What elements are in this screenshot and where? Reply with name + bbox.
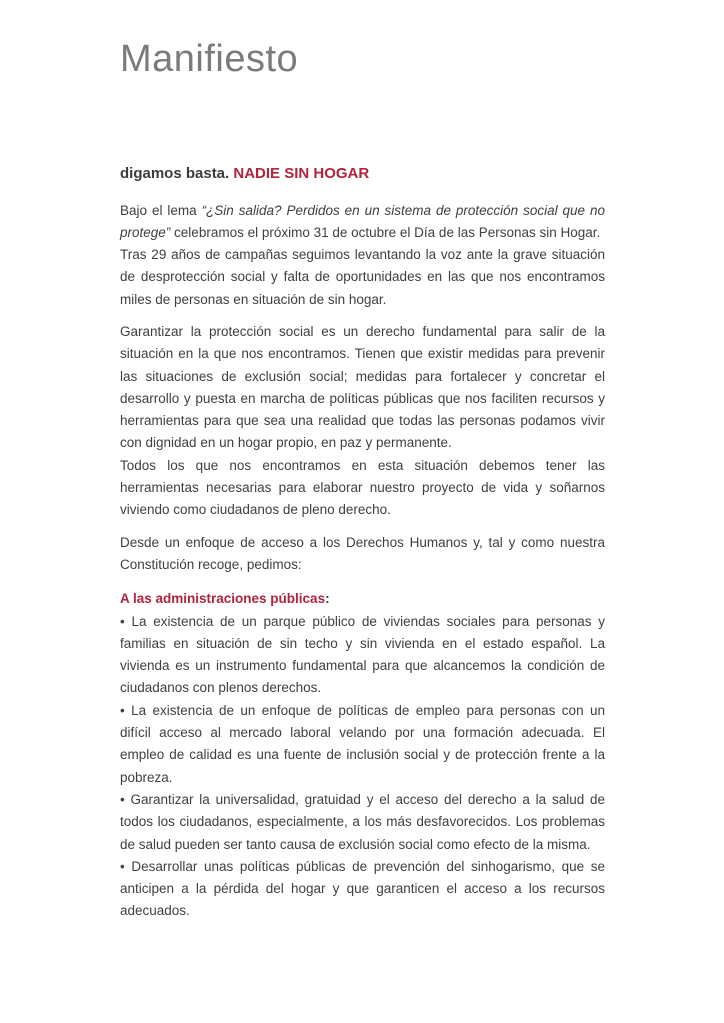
protection-paragraph: Garantizar la protección social es un derecho fundamental para salir de la situación en la que nos encontramos. Tienen que existir medidas para prevenir las situaciones de exclusión social; medidas para fortalecer y concretar el desarrollo y puesta en marcha de políticas públicas que nos faciliten recursos y herramientas para que sea una realidad que todas las personas podamos vivir con dignidad en un hogar propio, en paz y permanente. [120,323,605,451]
demand-item-prevention: • Desarrollar unas políticas públicas de prevención del sinhogarismo, que se anticipen a la pérdida del hogar y que garanticen el acceso a los recursos adecuados. [120,858,605,919]
rights-paragraph: Desde un enfoque de acceso a los Derechos Humanos y, tal y como nuestra Constitución recoge, pedimos: [120,534,605,572]
subtitle [120,164,605,184]
rights-block [120,532,605,577]
intro-lead-suffix: celebramos el próximo 31 de octubre el Día de las Personas sin Hogar. [170,224,601,240]
demands-heading [120,588,605,610]
demands-heading-text: A las administraciones públicas [120,591,326,607]
intro-lead-paragraph [120,200,605,245]
demand-item-health: • Garantizar la universalidad, gratuidad y el acceso del derecho a la salud de todos los ciudadanos, especialmente, a los más desfavorecidos. Los problemas de salud pueden ser tanto causa de exclusión social como efecto de la misma. [120,791,605,852]
subtitle-bold-text: digamos basta. [120,164,230,182]
demands-heading-colon: : [325,591,330,607]
demand-item-housing: • La existencia de un parque público de viviendas sociales para personas y familias en situación de sin techo y sin vivienda en el estado español. La vivienda es un instrumento fundamental para que alcancemos la condición de ciudadanos con plenos derechos. [120,613,605,696]
demand-item-employment: • La existencia de un enfoque de políticas de empleo para personas con un difícil acceso al mercado laboral velando por una formación adecuada. El empleo de calidad es una fuente de inclusión social y de protección frente a la pobreza. [120,702,605,785]
page-title: Manifiesto [120,38,299,80]
intro-lead-prefix: Bajo el lema [120,202,202,218]
intro-block [120,200,605,311]
demands-list [120,611,605,923]
document-body [120,200,605,923]
intro-lead-quote: “¿Sin salida? Perdidos en un sistema de protección social que no protege” [120,202,605,240]
subtitle-highlight-text: NADIE SIN HOGAR [233,164,370,182]
intro-campaign-paragraph: Tras 29 años de campañas seguimos levantando la voz ante la grave situación de desprotección social y falta de oportunidades en las que nos encontramos miles de personas en situación de sin hogar. [120,247,605,307]
tools-paragraph: Todos los que nos encontramos en esta situación debemos tener las herramientas necesarias para elaborar nuestro proyecto de vida y soñarnos viviendo como ciudadanos de pleno derecho. [120,457,605,518]
protection-block [120,321,605,522]
